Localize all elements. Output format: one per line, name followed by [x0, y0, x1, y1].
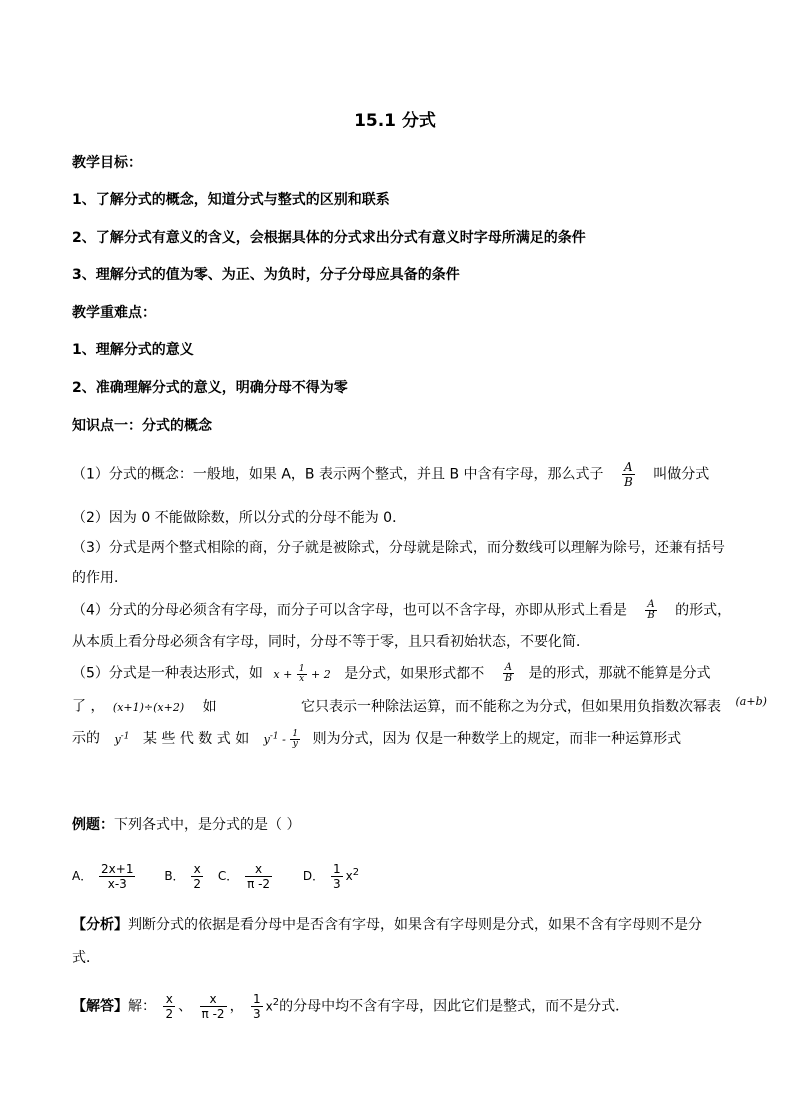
p5-text-i: 则为分式，因为 仅是一种数学上的规定，而非一种运算形式: [312, 730, 682, 747]
frac-one-over-y: [290, 730, 300, 749]
expr-ab-power: [736, 695, 776, 708]
p5-text-b: 是分式，如果形式都不: [344, 665, 485, 682]
expr-plus: +: [283, 667, 293, 681]
expr-minus: -: [282, 732, 286, 746]
frac-den: π -2: [247, 877, 271, 891]
expr-sup: -1: [120, 731, 130, 741]
frac-den: x: [299, 674, 305, 684]
expr-division: (x+1)÷(x+2): [112, 700, 185, 714]
frac-num: x: [191, 862, 203, 877]
frac-num: 1: [298, 664, 305, 674]
answer-prefix: 解：: [128, 998, 156, 1015]
expr-y-minus-frac: [263, 729, 305, 750]
option-d-tail: x: [345, 869, 353, 883]
example-question-text: 下列各式中，是分式的是（ ）: [114, 817, 301, 833]
knowledge-p3-line2: 的作用．: [72, 570, 128, 586]
frac-one-over-x: [297, 665, 307, 684]
example-label: 例题：: [72, 817, 114, 833]
p4-text-b: 的形式，: [675, 602, 732, 619]
expr-ab: (a+b): [735, 694, 767, 708]
answer-sep-2: ，: [229, 998, 244, 1015]
knowledge-p5-line3: [72, 726, 681, 750]
analysis-line2: 式．: [72, 950, 100, 966]
analysis-line1: [72, 915, 702, 935]
answer-frac-b: [163, 992, 175, 1021]
frac-num: 1: [253, 992, 261, 1006]
frac-num: x: [200, 992, 227, 1007]
knowledge-heading: 知识点一：分式的概念: [72, 418, 212, 434]
knowledge-p1: [72, 460, 709, 489]
knowledge-p3-line1: （3）分式是两个整式相除的商，分子就是被除式，分母就是除式，而分数线可以理解为除号，还兼有括号: [72, 540, 725, 556]
answer-line: [72, 992, 629, 1021]
frac-den: B: [623, 475, 633, 489]
frac-den: B: [504, 673, 513, 684]
option-d-sup: 2: [352, 867, 360, 878]
frac-num: 1: [292, 729, 299, 740]
frac-den: y: [292, 739, 298, 750]
p4-text-a: （4）分式的分母必须含有字母，而分子可以含字母，也可以不含字母，亦即从形式上看是: [72, 602, 627, 619]
knowledge-p4: [72, 600, 731, 621]
expr-x-plus-frac: [273, 664, 334, 684]
difficulties-heading: 教学重难点：: [72, 305, 156, 321]
goal-item-1: 1、了解分式的概念，知道分式与整式的区别和联系: [72, 192, 390, 208]
analysis-text: 判断分式的依据是看分母中是否含有字母，如果含有字母则是分式，如果不含有字母则不是分: [128, 917, 702, 933]
answer-tag: 【解答】: [72, 998, 128, 1015]
option-b-fraction: [191, 862, 203, 891]
answer-tail: 的分母中均不含有字母，因此它们是整式，而不是分式．: [279, 998, 630, 1015]
expr-y-neg1: [114, 733, 133, 746]
expr-x: x: [273, 667, 280, 681]
example-question: [72, 815, 300, 835]
p5-text-f: 它只表示一种除法运算，而不能称之为分式，但如果用负指数次幂表: [301, 698, 722, 715]
p5-text-a: （5）分式是一种表达形式，如: [72, 665, 263, 682]
frac-num: 1: [332, 862, 341, 876]
difficulty-item-2: 2、准确理解分式的意义，明确分母不得为零: [72, 380, 348, 396]
fraction-a-over-b-2: [645, 600, 656, 621]
option-a-label: A．: [72, 869, 93, 883]
frac-den: B: [647, 610, 655, 621]
p1-text-b: 叫做分式: [653, 466, 710, 483]
frac-num: x: [163, 992, 175, 1007]
option-c-label: C．: [217, 869, 239, 883]
example-options: [72, 862, 359, 891]
analysis-tag: 【分析】: [72, 917, 128, 933]
p5-text-d: 了 ，: [72, 698, 105, 715]
answer-frac-d: [251, 992, 263, 1021]
option-d-fraction: [331, 862, 343, 891]
answer-x: x: [265, 999, 273, 1014]
goal-item-2: 2、了解分式有意义的含义，会根据具体的分式求出分式有意义时字母所满足的条件: [72, 230, 586, 246]
frac-num: A: [503, 663, 514, 674]
expr-plus-2: + 2: [311, 667, 331, 681]
frac-num: A: [622, 460, 635, 475]
answer-sep-1: 、: [178, 998, 193, 1015]
goals-heading: 教学目标：: [72, 155, 142, 171]
p5-text-e: 如: [202, 698, 217, 715]
expr-y: y: [263, 732, 270, 746]
option-c-fraction: [245, 862, 272, 891]
frac-den: π -2: [201, 1007, 225, 1021]
frac-den: x-3: [107, 877, 127, 891]
p5-text-c: 是的形式，那就不能算是分式: [528, 665, 711, 682]
p1-text-a: （1）分式的概念：一般地，如果 A，B 表示两个整式，并且 B 中含有字母，那么式子: [72, 466, 604, 483]
option-b-label: B．: [164, 869, 185, 883]
frac-num: x: [245, 862, 272, 877]
knowledge-p5-line2: [72, 694, 776, 718]
frac-num: A: [645, 600, 656, 611]
answer-frac-c: [200, 992, 227, 1021]
goal-item-3: 3、理解分式的值为零、为正、为负时，分子分母应具备的条件: [72, 267, 460, 283]
option-a-fraction: [99, 862, 135, 891]
page-title: 15.1 分式: [354, 111, 436, 131]
knowledge-p2: （2）因为 0 不能做除数，所以分式的分母不能为 0．: [72, 510, 407, 526]
frac-den: 2: [165, 1007, 174, 1021]
option-d-label: D．: [302, 869, 325, 883]
expr-sup: -1: [269, 731, 279, 741]
frac-den: 3: [332, 877, 341, 891]
fraction-a-over-b-3: [503, 663, 514, 684]
knowledge-p4-line2: 从本质上看分母必须含有字母，同时，分母不等于零，且只看初始状态，不要化简．: [72, 634, 590, 650]
p5-text-g: 示的: [72, 730, 100, 747]
p5-text-h: 某 些 代 数 式 如: [142, 730, 250, 747]
frac-num: 2x+1: [101, 862, 134, 876]
fraction-a-over-b: [622, 460, 635, 489]
frac-den: 3: [253, 1007, 261, 1021]
frac-den: 2: [193, 877, 202, 891]
expr-y: y: [114, 732, 121, 746]
knowledge-p5-line1: [72, 663, 711, 685]
answer-sup: 2: [272, 996, 280, 1008]
difficulty-item-1: 1、理解分式的意义: [72, 342, 194, 358]
